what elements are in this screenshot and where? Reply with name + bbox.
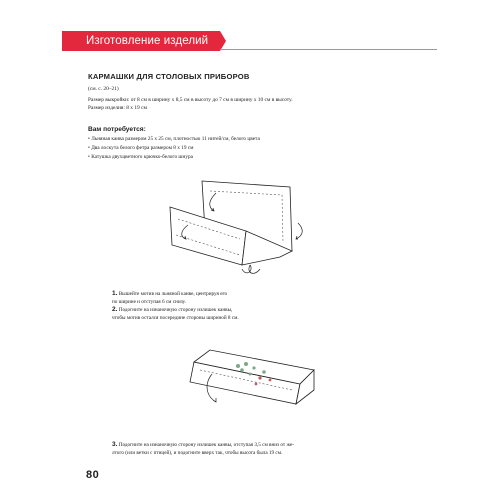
step-number: 2. (112, 306, 118, 313)
step-text: лтого (или ветки с птицей), и подогните вверх так, чтобы высота была 19 см. (112, 449, 283, 456)
step-number: 1. (112, 290, 118, 297)
step-number: 3. (112, 441, 118, 448)
page-number: 80 (86, 469, 100, 481)
step-text: Подогните на изнаночную сторону излишек канвы, отступая 3,5 см вниз от же- (118, 442, 295, 448)
article-title: КАРМАШКИ ДЛЯ СТОЛОВЫХ ПРИБОРОВ (88, 72, 250, 81)
list-item: • Два лоскута белого фетра размером 8 х 19 см (88, 144, 260, 153)
section-banner: Изготовление изделий (62, 31, 220, 51)
page-reference: (см. с. 20–21) (88, 86, 119, 92)
step-3 (112, 441, 294, 457)
finished-size-note: Размер изделия: 8 х 19 см (88, 105, 147, 111)
step-text: чтобы мотив остался посередине стороны шириной 8 см. (112, 314, 239, 321)
step-2 (112, 306, 239, 322)
step-1 (112, 290, 227, 306)
list-item: • Льняная канва размером 25 х 25 см, плотностью 11 нитей/см, белого цвета (88, 135, 260, 144)
step-text: Подогните на изнаночную сторону излишек канвы, (118, 307, 233, 313)
step-text: Вышейте мотив на льняной канве, центрируя его (118, 291, 228, 297)
fold-pocket-illustration (180, 340, 320, 430)
materials-list (88, 135, 260, 162)
pattern-size-note: Размер выкройки: от 8 см в ширину х 8,5 см в высоту до 7 см в ширину х 10 см в высоту. (88, 97, 293, 103)
banner-divider (220, 49, 437, 50)
step-text: по ширине и отступая 6 см снизу. (112, 298, 186, 305)
materials-heading: Вам потребуется: (88, 126, 146, 133)
fold-canvas-illustration (150, 165, 320, 285)
list-item: • Катушка двухцветного крючко-белого шнура (88, 153, 260, 162)
